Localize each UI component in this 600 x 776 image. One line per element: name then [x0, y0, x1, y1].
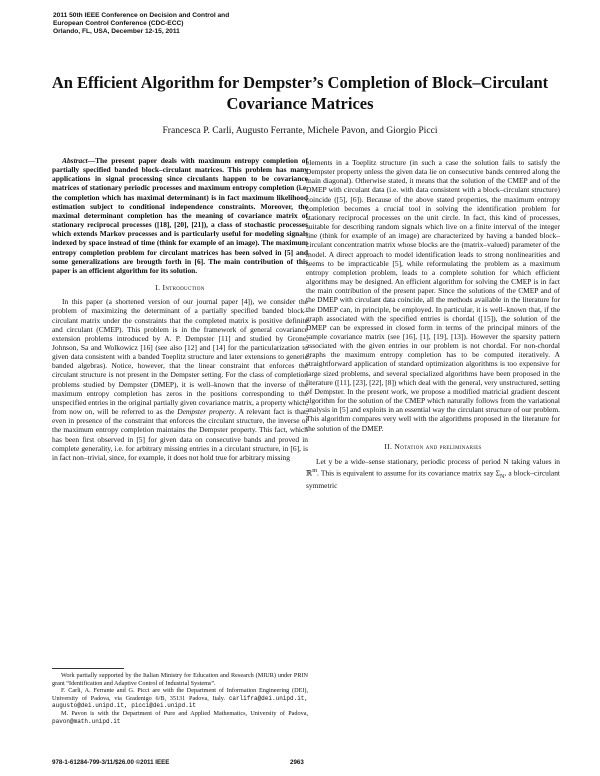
footer-isbn: 978-1-61284-799-3/11/$26.00 ©2011 IEEE: [52, 759, 170, 766]
footnote-funding: Work partially supported by the Italian Ministry for Education and Research (MIUR) under PRIN grant “Identification and Adaptive Control of Industrial Systems”.: [52, 672, 308, 687]
right-column: [306, 158, 560, 490]
email-link[interactable]: pavon@math.unipd.it: [52, 717, 121, 725]
notation-text-c: , a block–circulant symmetric: [306, 468, 560, 491]
footnote-affiliation-dei: [52, 687, 308, 710]
affiliation-text: M. Pavon is with the Department of Pure and Applied Mathematics, University of Padova,: [61, 709, 308, 717]
page-number: 2963: [290, 759, 304, 766]
footnote-affiliation-math: [52, 710, 308, 725]
email-links[interactable]: carlifra@dei.unipd.it, augusto@dei.unipd.it, picci@dei.unipd.it: [52, 694, 308, 710]
intro-text-a: In this paper (a shortened version of our journal paper [4]), we consider the problem of maximizing the determinant of a partially specified banded block–circulant matrix under the constraints that the completed matrix is positive definite and circulant (CMEP). This problem is in the framework of general covariance extension problems introduced by A. P. Dempster [11] and studied by Grone, Johnson, Sa and Wolkowicz [16] (see also [12] and [14] for the particularization to given data consistent with a banded Toeplitz structure and later extensions to generic banded algebras). Notice, however, that the linear constraint that enforces the circulant structure is not present in the Dempster setting. For the class of completion problems studied by Dempster (DMEP), it is well–known that the inverse of the maximum entropy completion has zeros in the positions corresponding to the unspecified entries in the original partially given covariance matrix, a property which, from now on, will be referred to as the: [52, 297, 308, 417]
sigma-subscript: N: [499, 472, 505, 480]
paper-title: [40, 72, 560, 114]
footnote-rule: [52, 668, 124, 669]
section-heading-introduction: [52, 283, 308, 292]
notation-paragraph: [306, 457, 560, 490]
abstract-lead: Abstract: [62, 156, 88, 165]
title-line-2: Covariance Matrices: [226, 94, 374, 113]
author-list: Francesca P. Carli, Augusto Ferrante, Michele Pavon, and Giorgio Picci: [162, 125, 438, 136]
section-title: Introduction: [162, 283, 205, 293]
dempster-property-term: Dempster property: [177, 407, 235, 417]
conference-line-2: European Control Conference (CDC-ECC): [53, 20, 184, 28]
affiliation-text: F. Carli, A. Ferrante and G. Picci are with the Department of Information Engineering (DEI), University of Padova, via Gradenigo 6/B, 35131 Padova, Italy.: [52, 687, 308, 702]
left-column: [52, 156, 308, 462]
title-line-1: An Efficient Algorithm for Dempster’s Completion of Block–Circulant: [51, 73, 549, 92]
conference-header: [53, 12, 313, 37]
section-title: Notation and preliminaries: [394, 441, 482, 451]
section-heading-notation: [306, 442, 560, 451]
section-numeral: I.: [155, 283, 161, 293]
footnotes: [52, 672, 308, 725]
notation-text-a: Let y be a wide–sense stationary, periodic process of period N taking values in ℝ: [306, 456, 560, 478]
abstract-text: —The present paper deals with maximum entropy completion of partially specified banded block–circulant matrices. This problem has many applications in signal processing since circulants happen to be covariance matrices of stationary periodic processes and maximum entropy completion (i.e. the completion which has maximal determinant) is in fact maximum likelihood estimation subject to conditional independence constraints. Moreover, the maximal determinant completion has the meaning of covariance matrix of stationary reciprocal processes ([18], [20], [21]), a class of stochastic processes which extends Markov processes and is particularly useful for modeling signals indexed by space instead of time (think for example of an image). The maximum entropy completion problem for circulant matrices has been solved in [5] and some generalizations are brougth forth in [6]. The main contribution of this paper is an efficient algorithm for its solution.: [52, 156, 308, 275]
conference-line-3: Orlando, FL, USA, December 12-15, 2011: [53, 28, 180, 36]
intro-paragraph: [52, 297, 308, 462]
dimension-superscript: m: [312, 467, 318, 474]
section-numeral: II.: [384, 441, 393, 451]
notation-text-b: . This is equivalent to assume for its covariance matrix say Σ: [317, 468, 500, 478]
abstract: [52, 156, 308, 275]
intro-text-b: . A relevant fact is that, even in presence of the constraint that enforces the circulant structure, the inverse of the maximum entropy completion maintains the Dempster property. This fact, which has been first observed in [5] for given data on consecutive bands and proved in complete generality, i.e. for arbitrary missing entries in a circulant structure, in [6], is in fact non–trivial, since, for example, it does not hold true for arbitrary missing: [52, 407, 308, 462]
conference-line-1: 2011 50th IEEE Conference on Decision and Control and: [53, 12, 230, 19]
intro-continuation: elements in a Toeplitz structure (in such a case the solution fails to satisfy the Dempster property unless the given data lie on consecutive bands centered along the main diagonal). Otherwise stated, it means that the solution of the CMEP and of the DMEP with circulant data (i.e. with data consistent with a block–circulant structure) coincide ([5], [6]). Because of the above stated properties, the maximum entropy completion becomes a crucial tool in solving the identification problem for stationary reciprocal processes on the unit circle. In fact, this kind of processes, suitable for describing random signals which live on a finite interval of the integer line (think for example of an image) are characterized by having a banded block–circulant concentration matrix whose blocks are the (matrix–valued) parameter of the model. A direct approach to model identification leads to strong nonlinearities and seems to be impracticable [5], while reformulating the problem as a maximum entropy completion problem, leads to a complete solution for which efficient algorithms may be designed. An efficient algorithm for solving the CMEP is in fact the main contribution of the present paper. Since the solutions of the CMEP and of the DMEP with circulant data coincide, all the methods available in the literature for the DMEP can, in principle, be employed. In particular, it is well–known that, if the graph associated with the specified entries is chordal ([15]), the solution of the DMEP can be expressed in closed form in terms of the principal minors of the sample covariance matrix (see [16], [1], [19], [13]). However the sparsity pattern associated with the given entries in our problem is not chordal. For non-chordal graphs the maximum entropy completion has to be computed iteratively. A straightforward application of standard optimization algorithms is too expensive for large sized problems, and several specialized algorithms have been proposed in the literature ([11], [23], [22], [8]) which deal with the general, very unstructured, setting of Dempster. In the present work, we propose a modified matricial gradient descent algorithm for the solution of the CMEP which naturally follows from the variational analysis in [5] and exploits in an essential way the circulant structure of our problem. This algorithm compares very well with the algorithms proposed in the literature for the solution of the DMEP.: [306, 158, 561, 433]
